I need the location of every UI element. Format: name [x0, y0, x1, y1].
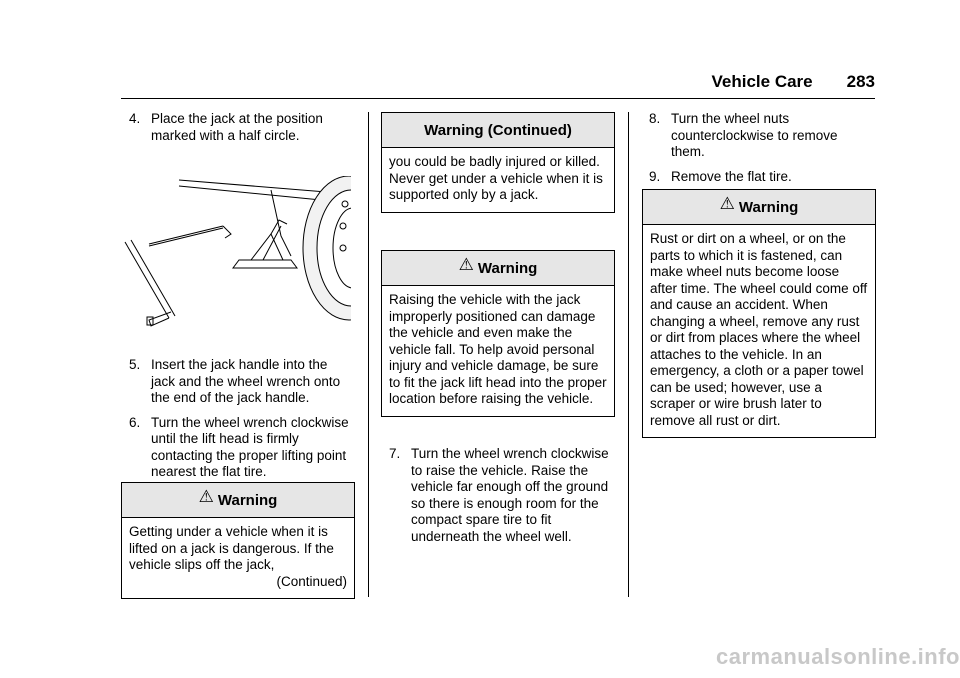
warning-header [122, 483, 354, 518]
column-1 [129, 111, 354, 152]
column-2-lower [389, 446, 614, 553]
warning-text: you could be badly injured or killed. Never get under a vehicle when it is supported only by a jack. [389, 154, 603, 202]
column-divider-2 [628, 112, 629, 597]
step-number: 5. [129, 357, 141, 372]
warning-body [382, 148, 614, 212]
step-number: 4. [129, 111, 141, 126]
step-number: 6. [129, 414, 141, 430]
warning-header [382, 251, 614, 286]
step-5 [129, 357, 354, 407]
warning-header [643, 190, 875, 225]
warning-icon: ⚠ [719, 194, 735, 213]
column-3 [649, 111, 869, 193]
step-6 [129, 415, 354, 481]
warning-text: Rust or dirt on a wheel, or on the parts to which it is fastened, can make wheel nuts become loose after time. The wheel could come off and cause an accident. When changing a wheel, remove any rust or dirt from places where the wheel attaches to the vehicle. In an emergency, a cloth or a paper towel can be used; however, use a scraper or wire brush later to remove all rust or dirt. [650, 231, 868, 428]
warning-body [382, 286, 614, 416]
column-divider-1 [368, 112, 369, 597]
warning-box-continued [381, 112, 615, 213]
step-text: Turn the wheel nuts counterclockwise to remove them. [671, 111, 838, 159]
warning-title: Warning (Continued) [424, 121, 572, 139]
warning-body [643, 225, 875, 437]
column-1-lower [129, 357, 354, 489]
warning-header [382, 113, 614, 148]
step-text: Place the jack at the position marked with a half circle. [151, 111, 323, 143]
warning-icon: ⚠ [198, 487, 214, 506]
page-number: 283 [846, 72, 875, 91]
header-rule [121, 98, 875, 99]
step-4 [129, 111, 354, 144]
warning-body [122, 518, 354, 598]
step-8 [649, 111, 869, 161]
continued-label: (Continued) [276, 573, 347, 589]
step-number: 9. [649, 168, 661, 184]
step-text: Remove the flat tire. [671, 168, 792, 184]
warning-text: Getting under a vehicle when it is lifted on a jack is dangerous. If the vehicle slips off the jack, [129, 524, 334, 572]
step-9 [649, 169, 869, 186]
watermark: carmanualsonline.info [716, 644, 960, 669]
page-header [0, 72, 875, 92]
warning-box-jack-danger [121, 482, 355, 599]
step-7 [389, 446, 614, 545]
warning-box-jack-position [381, 250, 615, 417]
warning-title: Warning [477, 259, 538, 277]
step-number: 8. [649, 111, 661, 126]
warning-text: Raising the vehicle with the jack improperly positioned can damage the vehicle and even make the vehicle fall. To help avoid personal injury and vehicle damage, be sure to fit the jack lift head into the proper location before raising the vehicle. [389, 292, 607, 406]
section-title: Vehicle Care [711, 72, 813, 91]
warning-icon: ⚠ [458, 255, 474, 274]
warning-title: Warning [738, 198, 799, 216]
step-number: 7. [389, 446, 401, 461]
step-text: Insert the jack handle into the jack and the wheel wrench onto the end of the jack handle. [151, 357, 341, 405]
step-text: Turn the wheel wrench clockwise to raise the vehicle. Raise the vehicle far enough off the ground so there is enough room for the compact spare tire to fit underneath the wheel well. [411, 446, 609, 544]
warning-title: Warning [217, 491, 278, 509]
jack-illustration [121, 176, 351, 338]
warning-box-rust [642, 189, 876, 438]
step-text: Turn the wheel wrench clockwise until the lift head is firmly contacting the proper lifting point nearest the flat tire. [151, 414, 349, 479]
